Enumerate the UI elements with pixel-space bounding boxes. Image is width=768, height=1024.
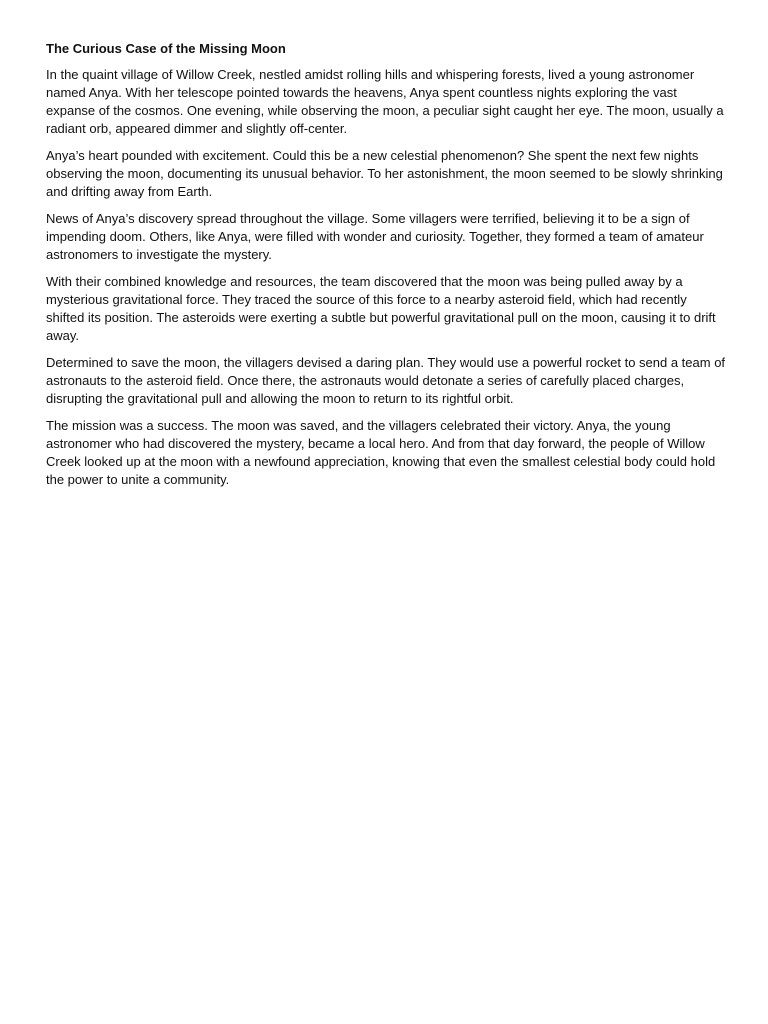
paragraph: The mission was a success. The moon was saved, and the villagers celebrated their victory. Anya, the young astronomer who had discovered the mystery, became a local hero. And from that day forward, the people of Willow Creek looked up at the moon with a newfound appreciation, knowing that even the smallest celestial body could hold the power to unite a community. (46, 418, 716, 487)
paragraph: In the quaint village of Willow Creek, nestled amidst rolling hills and whispering forests, lived a young astronomer named Anya. With her telescope pointed towards the heavens, Anya spent countless nights exploring the vast expanse of the cosmos. One evening, while observing the moon, a peculiar sight caught her eye. The moon, usually a radiant orb, appeared dimmer and slightly off-center. (46, 67, 724, 136)
document-title: The Curious Case of the Missing Moon (46, 41, 286, 56)
paragraph: Anya’s heart pounded with excitement. Could this be a new celestial phenomenon? She spent the next few nights observing the moon, documenting its unusual behavior. To her astonishment, the moon seemed to be slowly shrinking and drifting away from Earth. (46, 148, 723, 199)
paragraph: News of Anya’s discovery spread throughout the village. Some villagers were terrified, believing it to be a sign of impending doom. Others, like Anya, were filled with wonder and curiosity. Together, they formed a team of amateur astronomers to investigate the mystery. (46, 211, 704, 262)
document-page (46, 40, 726, 498)
paragraph: Determined to save the moon, the villagers devised a daring plan. They would use a powerful rocket to send a team of astronauts to the asteroid field. Once there, the astronauts would detonate a series of carefully placed charges, disrupting the gravitational pull and allowing the moon to return to its rightful orbit. (46, 355, 726, 406)
paragraph: With their combined knowledge and resources, the team discovered that the moon was being pulled away by a mysterious gravitational force. They traced the source of this force to a nearby asteroid field, which had recently shifted its position. The asteroids were exerting a subtle but powerful gravitational pull on the moon, causing it to drift away. (46, 274, 716, 343)
